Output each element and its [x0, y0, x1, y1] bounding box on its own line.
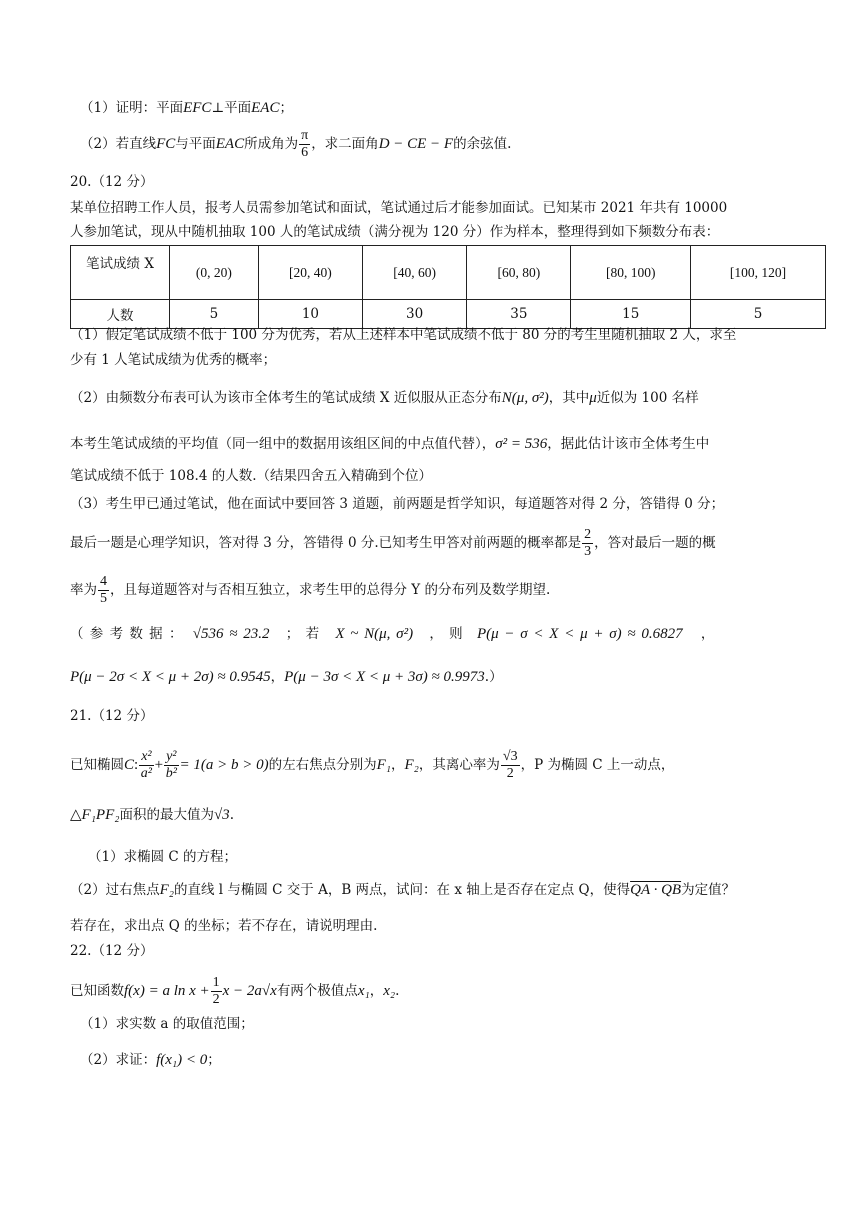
table-header-score: 笔试成绩 X: [71, 246, 170, 300]
q21-line2: △F₁PF₂面积的最大值为√3.: [70, 807, 234, 823]
q20-sub2-line3: 笔试成绩不低于 108.4 的人数.（结果四舍五入精确到个位）: [70, 468, 433, 484]
table-cell-count: 30: [363, 300, 467, 329]
q20-reference-line1: （ 参 考 数 据 ： √536 ≈ 23.2 ； 若 X ~ N(μ, σ²) ， 则 P(μ − σ < X < μ + σ) ≈ 0.6827 ，: [70, 626, 715, 642]
table-cell-interval: [100, 120]: [691, 246, 826, 300]
q22-header: 22.（12 分）: [70, 943, 154, 959]
q21-line1: 已知椭圆C: $\frac{\text{x²}}{\text{a²}}$ + $\frac{\text{y²}}{\text{b²}}$ = 1(a > b > 0)的左右焦点分别为F₁，F₂，其离心率为 $\frac{√3}{2}$ ，P 为椭圆 C 上一动点，: [70, 749, 675, 781]
table-header-count: 人数: [71, 300, 170, 329]
fraction: $\frac{2}{3}$: [584, 527, 592, 559]
q22-sub1: （1）求实数 a 的取值范围；: [80, 1016, 254, 1032]
q22-sub2: （2）求证：f(x₁) < 0；: [80, 1052, 221, 1068]
table-row-scores: [71, 246, 826, 300]
q20-reference-line2: P(μ − 2σ < X < μ + 2σ) ≈ 0.9545，P(μ − 3σ < X < μ + 3σ) ≈ 0.9973.）: [70, 669, 503, 685]
q20-sub3-line1: （3）考生甲已通过笔试，他在面试中要回答 3 道题，前两题是哲学知识，每道题答对得 2 分，答错得 0 分；: [70, 496, 725, 512]
table-cell-count: 10: [258, 300, 362, 329]
q21-sub2-line2: 若存在，求出点 Q 的坐标；若不存在，请说明理由.: [70, 918, 378, 934]
q20-intro-line2: 人参加笔试，现从中随机抽取 100 人的笔试成绩（满分视为 120 分）作为样本，整理得到如下频数分布表：: [70, 224, 720, 240]
table-cell-count: 35: [467, 300, 571, 329]
q19-part1: （1）证明：平面EFC⊥平面EAC；: [80, 100, 293, 116]
q21-sub2-line1: （2）过右焦点F₂的直线 l 与椭圆 C 交于 A，B 两点，试问：在 x 轴上是否存在定点 Q，使得QA · QB为定值？: [70, 882, 736, 898]
fraction: $\frac{\text{x²}}{\text{a²}}$: [140, 749, 152, 781]
table-cell-interval: (0, 20): [170, 246, 259, 300]
q21-sub1: （1）求椭圆 C 的方程；: [88, 849, 238, 865]
table-cell-count: 5: [691, 300, 826, 329]
table-cell-interval: [20, 40): [258, 246, 362, 300]
fraction: $\frac{4}{5}$: [100, 574, 107, 606]
frequency-table: [70, 245, 826, 329]
fraction: $\frac{\text{y²}}{\text{b²}}$: [165, 749, 177, 781]
q22-line1: 已知函数f(x) = a ln x + $\frac{1}{2}$ x − 2a√x有两个极值点x₁，x₂.: [70, 975, 400, 1007]
table-cell-interval: [80, 100): [571, 246, 691, 300]
q20-header: 20.（12 分）: [70, 174, 154, 190]
fraction: $\frac{√3}{2}$: [502, 749, 518, 781]
q20-sub1-line1: （1）假定笔试成绩不低于 100 分为优秀，若从上述样本中笔试成绩不低于 80 分的考生里随机抽取 2 人，求至: [70, 327, 737, 343]
q20-sub1-line2: 少有 1 人笔试成绩为优秀的概率；: [70, 352, 277, 368]
q20-sub2-line1: （2）由频数分布表可认为该市全体考生的笔试成绩 X 近似服从正态分布N(μ, σ²)，其中μ近似为 100 名样: [70, 390, 699, 406]
q20-sub3-line3: 率为 $\frac{4}{5}$ ，且每道题答对与否相互独立，求考生甲的总得分 Y 的分布列及数学期望.: [70, 574, 551, 606]
table-cell-interval: [40, 60): [363, 246, 467, 300]
q19-part2: （2）若直线FC与平面EAC所成角为 $\frac{\pi}{6}$ ，求二面角D − CE − F的余弦值.: [80, 128, 512, 160]
table-cell-count: 5: [170, 300, 259, 329]
fraction: $\frac{1}{2}$: [212, 975, 220, 1007]
q20-intro-line1: 某单位招聘工作人员，报考人员需参加笔试和面试，笔试通过后才能参加面试。已知某市 2021 年共有 10000: [70, 200, 728, 216]
table-cell-count: 15: [571, 300, 691, 329]
q20-sub2-line2: 本考生笔试成绩的平均值（同一组中的数据用该组区间的中点值代替），σ² = 536，据此估计该市全体考生中: [70, 436, 710, 452]
q21-header: 21.（12 分）: [70, 708, 154, 724]
table-cell-interval: [60, 80): [467, 246, 571, 300]
fraction: $\frac{\pi}{6}$: [301, 128, 309, 160]
q20-sub3-line2: 最后一题是心理学知识，答对得 3 分，答错得 0 分.已知考生甲答对前两题的概率都是 $\frac{2}{3}$ ，答对最后一题的概: [70, 527, 716, 559]
